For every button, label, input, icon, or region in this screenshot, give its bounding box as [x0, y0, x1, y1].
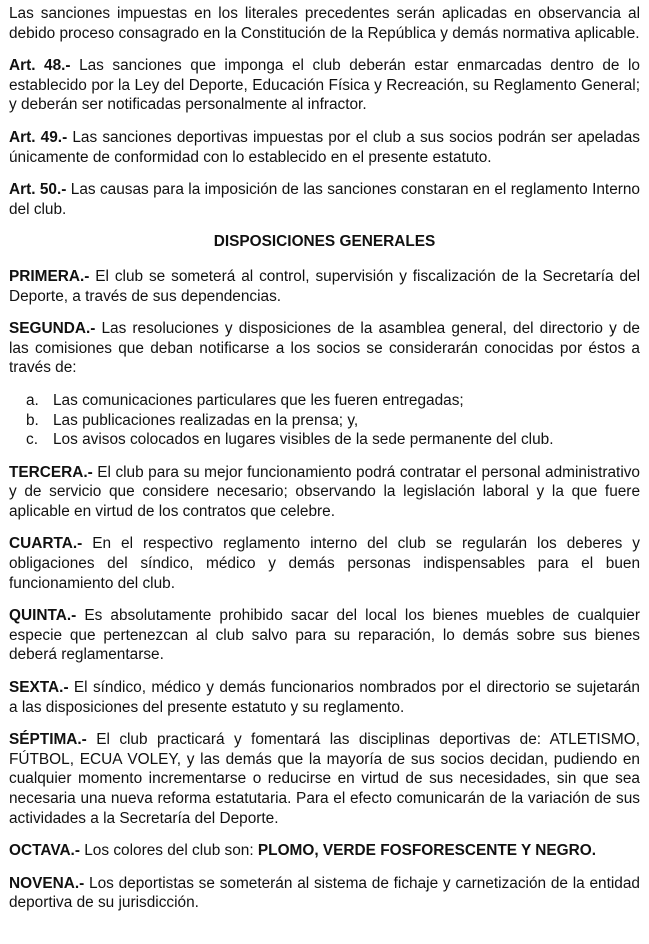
- list-letter: c.: [26, 431, 38, 449]
- article-label: Art. 50.-: [9, 181, 67, 199]
- provision-label: SEGUNDA.-: [9, 320, 96, 338]
- intro-paragraph: Las sanciones impuestas en los literales precedentes serán aplicadas en observancia al debido proceso consagrado en la Constitución de la República y demás normativa aplicable.: [9, 5, 640, 42]
- provision-text: El club para su mejor funcionamiento podrá contratar el personal administrativo y de servicio que considere necesario; observando la legislación laboral y la que fuere aplicable en virtud de los contratos que celebre.: [9, 463, 640, 520]
- article-text: Las causas para la imposición de las sanciones constaran en el reglamento Interno del club.: [9, 181, 640, 218]
- provision-quinta: [9, 606, 640, 665]
- article-label: Art. 48.-: [9, 57, 71, 75]
- provision-sexta: [9, 678, 640, 717]
- provision-label: SÉPTIMA.-: [9, 731, 87, 749]
- provision-label: NOVENA.-: [9, 874, 85, 892]
- list-item-text: Las comunicaciones particulares que les fueren entregadas;: [53, 391, 464, 409]
- provision-cuarta: [9, 534, 640, 593]
- provision-novena: [9, 874, 640, 913]
- provision-text: El club se someterá al control, supervisión y fiscalización de la Secretaría del Deporte, a través de sus dependencias.: [9, 267, 640, 305]
- article-49: [9, 128, 640, 167]
- article-label: Art. 49.-: [9, 128, 68, 146]
- list-item-text: Los avisos colocados en lugares visibles de la sede permanente del club.: [53, 431, 554, 449]
- provision-label: OCTAVA.-: [9, 842, 80, 860]
- provision-segunda: [9, 319, 640, 378]
- article-50: [9, 180, 640, 219]
- provision-octava: [9, 841, 640, 861]
- section-heading: DISPOSICIONES GENERALES: [213, 233, 436, 251]
- provision-text: Es absolutamente prohibido sacar del local los bienes muebles de cualquier especie que pertenezcan al club salvo para su reparación, lo demás sobre sus bienes deberá reglamentarse.: [9, 607, 640, 664]
- provision-label: CUARTA.-: [9, 535, 83, 553]
- club-colors: PLOMO, VERDE FOSFORESCENTE Y NEGRO.: [257, 842, 596, 860]
- provision-septima: [9, 730, 640, 828]
- provision-label: SEXTA.-: [9, 679, 69, 697]
- provision-text: Los colores del club son:: [79, 842, 258, 860]
- provision-text: Los deportistas se someterán al sistema de fichaje y carnetización de la entidad deportiva de su jurisdicción.: [9, 874, 640, 912]
- list-item-text: Las publicaciones realizadas en la prensa; y,: [53, 411, 359, 429]
- list-item: [9, 391, 640, 411]
- list-letter: b.: [26, 411, 39, 429]
- provision-primera: [9, 267, 640, 306]
- provision-text: Las resoluciones y disposiciones de la asamblea general, del directorio y de las comisiones que deban notificarse a los socios se considerarán conocidas por éstos a través de:: [9, 320, 640, 377]
- list-item: [9, 430, 640, 450]
- provision-tercera: [9, 463, 640, 522]
- segunda-list: [9, 391, 640, 450]
- provision-label: QUINTA.-: [9, 607, 77, 625]
- list-letter: a.: [26, 391, 39, 409]
- provision-label: PRIMERA.-: [9, 267, 90, 285]
- article-48: [9, 56, 640, 115]
- provision-text: En el respectivo reglamento interno del club se regularán los deberes y obligaciones del síndico, médico y demás personas indispensables para el buen funcionamiento del club.: [9, 535, 640, 592]
- provision-text: El síndico, médico y demás funcionarios nombrados por el directorio se sujetarán a las disposiciones del presente estatuto y su reglamento.: [9, 679, 640, 716]
- provision-label: TERCERA.-: [9, 463, 93, 481]
- article-text: Las sanciones deportivas impuestas por el club a sus socios podrán ser apeladas únicamente de conformidad con lo establecido en el presente estatuto.: [9, 128, 640, 166]
- provision-text: El club practicará y fomentará las disciplinas deportivas de: ATLETISMO, FÚTBOL, ECUA VOLEY, y las demás que la mayoría de sus socios decidan, pudiendo en cualquier momento incrementarse o reducirse en virtud de sus necesidades, sin que sea necesaria una nueva reforma estatutaria. Para el efecto comunicarán de la variación de sus actividades a la Secretaría del Deporte.: [9, 731, 640, 827]
- list-item: [9, 411, 640, 431]
- article-text: Las sanciones que imponga el club deberán estar enmarcadas dentro de lo establecido por la Ley del Deporte, Educación Física y Recreación, su Reglamento General; y deberán ser notificadas personalmente al infractor.: [9, 57, 640, 114]
